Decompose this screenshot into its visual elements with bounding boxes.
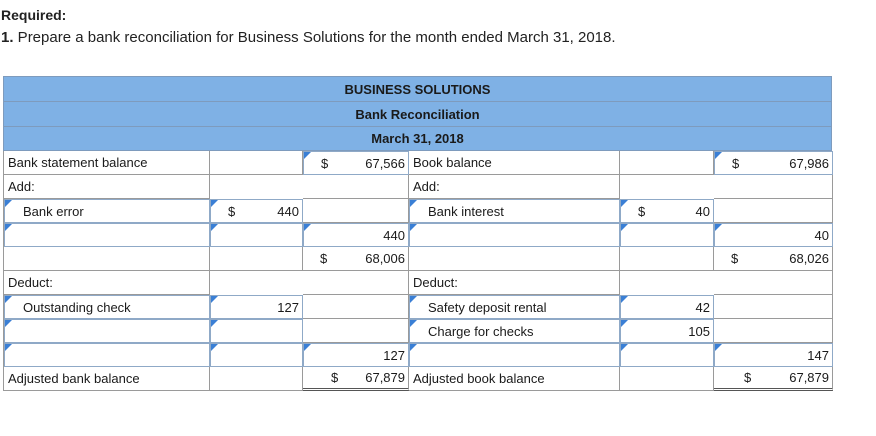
bank-deduct-item3-label-input[interactable] <box>4 343 210 367</box>
bank-total-blank <box>303 271 409 295</box>
bank-deduct-item-amount-input[interactable]: 127 <box>210 295 303 319</box>
book-add-item2-amount-input[interactable] <box>620 223 714 247</box>
book-total-blank <box>714 199 833 223</box>
bank-add-total-input[interactable]: 440 <box>303 223 409 247</box>
book-total-blank <box>714 295 833 319</box>
instruction-number: 1. <box>1 29 14 46</box>
book-deduct-item3-label-input[interactable] <box>409 343 620 367</box>
reconciliation-grid <box>3 151 832 391</box>
currency-sign: $ <box>732 155 740 171</box>
currency-sign: $ <box>638 203 646 219</box>
book-add-label: Add: <box>409 175 620 199</box>
book-add-item2-label-input[interactable] <box>409 223 620 247</box>
bank-deduct-item3-amount-input[interactable] <box>210 343 303 367</box>
book-balance-label: Book balance <box>409 151 620 175</box>
book-deduct-label: Deduct: <box>409 271 620 295</box>
statement-date: March 31, 2018 <box>3 126 832 151</box>
book-blank-cell <box>620 367 714 391</box>
adjusted-bank-balance: $ 67,879 <box>303 367 409 391</box>
blank-cell <box>620 175 714 199</box>
blank-cell <box>210 175 303 199</box>
book-deduct-item3-amount-input[interactable] <box>620 343 714 367</box>
bank-blank-cell <box>210 247 303 271</box>
instruction-text: Prepare a bank reconciliation for Business Solutions for the month ended March 31, 2018. <box>13 29 616 46</box>
bank-deduct-total-input[interactable]: 127 <box>303 343 409 367</box>
bank-total-blank <box>303 199 409 223</box>
currency-sign: $ <box>744 370 752 385</box>
book-total-blank <box>714 271 833 295</box>
bank-deduct-label: Deduct: <box>4 271 210 295</box>
book-subtotal: $ 68,026 <box>714 247 833 271</box>
bank-subtotal: $ 68,006 <box>303 247 409 271</box>
book-deduct-total-input[interactable]: 147 <box>714 343 833 367</box>
bank-deduct-item2-label-input[interactable] <box>4 319 210 343</box>
bank-add-item-label-input[interactable]: Bank error <box>4 199 210 223</box>
bank-total-blank <box>303 319 409 343</box>
required-heading: Required: <box>1 7 67 23</box>
currency-sign: $ <box>321 155 329 171</box>
book-deduct-item2-label-input[interactable]: Charge for checks <box>409 319 620 343</box>
book-total-blank <box>714 319 833 343</box>
bank-reconciliation-form <box>3 76 832 391</box>
bank-add-label: Add: <box>4 175 210 199</box>
currency-sign: $ <box>331 370 339 385</box>
blank-cell <box>620 271 714 295</box>
book-deduct-item2-amount-input[interactable]: 105 <box>620 319 714 343</box>
book-deduct-item1-label-input[interactable]: Safety deposit rental <box>409 295 620 319</box>
book-blank-cell <box>620 151 714 175</box>
bank-statement-balance-label: Bank statement balance <box>4 151 210 175</box>
bank-statement-balance-input[interactable]: $ 67,566 <box>303 151 409 175</box>
bank-add-item-amount-input[interactable]: $ 440 <box>210 199 303 223</box>
bank-add-item2-label-input[interactable] <box>4 223 210 247</box>
bank-blank-cell <box>210 151 303 175</box>
book-blank-cell <box>409 247 620 271</box>
book-deduct-item1-amount-input[interactable]: 42 <box>620 295 714 319</box>
book-add-total-input[interactable]: 40 <box>714 223 833 247</box>
currency-sign: $ <box>320 251 328 266</box>
book-add-item-amount-input[interactable]: $ 40 <box>620 199 714 223</box>
bank-total-blank <box>303 295 409 319</box>
bank-total-blank <box>303 175 409 199</box>
currency-sign: $ <box>228 203 236 219</box>
bank-blank-cell <box>4 247 210 271</box>
blank-cell <box>210 271 303 295</box>
bank-add-item2-amount-input[interactable] <box>210 223 303 247</box>
bank-blank-cell <box>210 367 303 391</box>
book-add-item-label-input[interactable]: Bank interest <box>409 199 620 223</box>
book-balance-input[interactable]: $ 67,986 <box>714 151 833 175</box>
adjusted-book-balance: $ 67,879 <box>714 367 833 391</box>
book-total-blank <box>714 175 833 199</box>
statement-title: Bank Reconciliation <box>3 101 832 126</box>
book-blank-cell <box>620 247 714 271</box>
bank-deduct-item-label-input[interactable]: Outstanding check <box>4 295 210 319</box>
bank-deduct-item2-amount-input[interactable] <box>210 319 303 343</box>
adjusted-book-balance-label: Adjusted book balance <box>409 367 620 391</box>
currency-sign: $ <box>731 251 739 266</box>
instruction <box>1 29 616 46</box>
company-name: BUSINESS SOLUTIONS <box>3 76 832 101</box>
adjusted-bank-balance-label: Adjusted bank balance <box>4 367 210 391</box>
